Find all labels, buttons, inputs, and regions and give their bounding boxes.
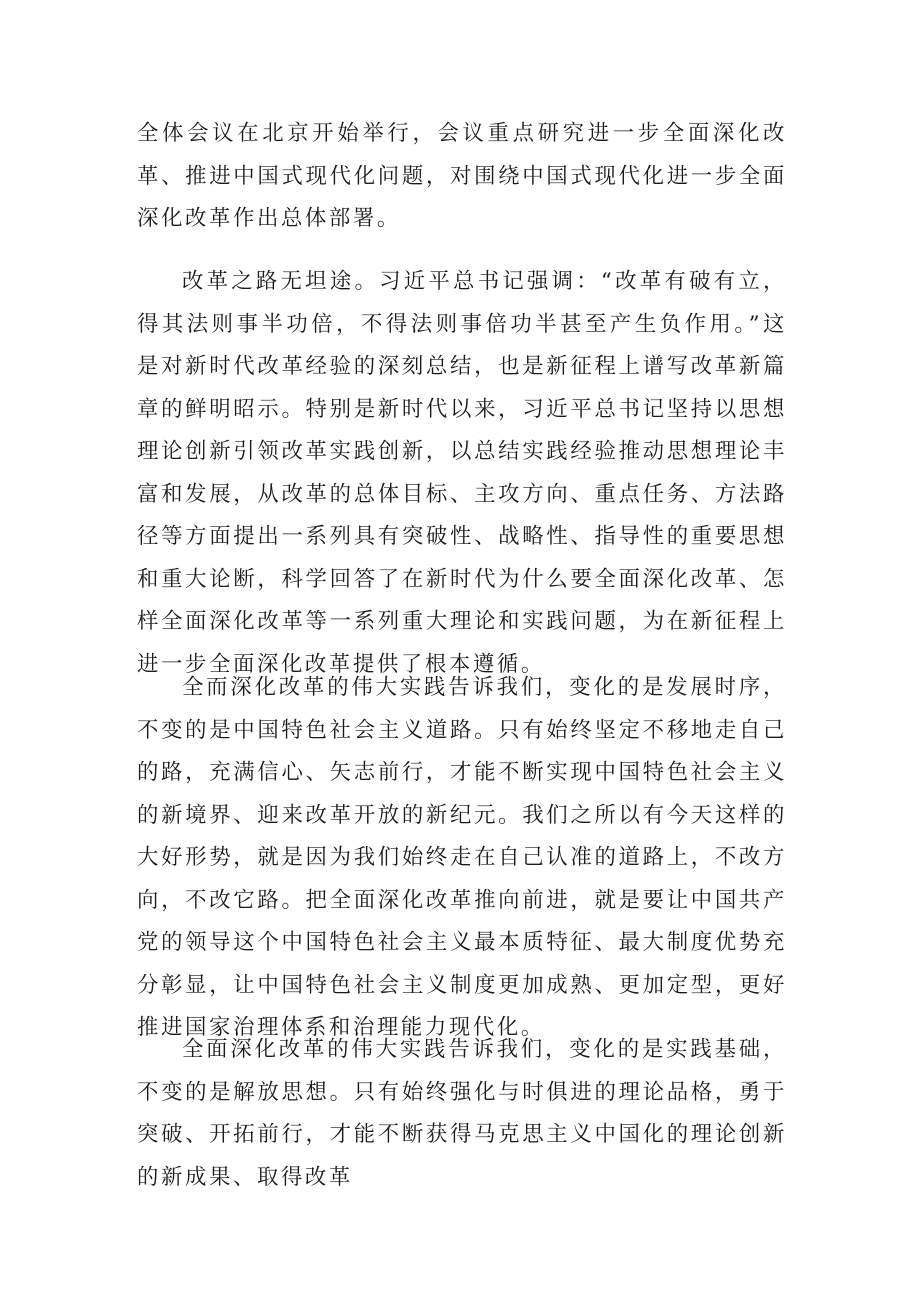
paragraph-development-path: 全而深化改革的伟大实践告诉我们，变化的是发展时序，不变的是中国特色社会主义道路。只有始终坚定不移地走自己的路，充满信心、矢志前行，才能不断实现中国特色社会主义的新境界、迎来改革开放的新纪元。我们之所以有今天这样的大好形势，就是因为我们始终走在自己认准的道路上，不改方向，不改它路。把全面深化改革推向前进，就是要让中国共产党的领导这个中国特色社会主义最本质特征、最大制度优势充分彰显，让中国特色社会主义制度更加成熟、更加定型，更好推进国家治理体系和治理能力现代化。 (137, 675, 787, 1040)
paragraph-emancipate-mind: 全面深化改革的伟大实践告诉我们，变化的是实践基础，不变的是解放思想。只有始终强化与时俱进的理论品格，勇于突破、开拓前行，才能不断获得马克思主义中国化的理论创新的新成果、取得改革 (137, 1037, 787, 1190)
paragraph-reform-road: 改革之路无坦途。习近平总书记强调：“改革有破有立，得其法则事半功倍，不得法则事倍功半甚至产生负作用。”这是对新时代改革经验的深刻总结，也是新征程上谱写改革新篇章的鲜明昭示。特别是新时代以来，习近平总书记坚持以思想理论创新引领改革实践创新，以总结实践经验推动思想理论丰富和发展，从改革的总体目标、主攻方向、重点任务、方法路径等方面提出一系列具有突破性、战略性、指导性的重要思想和重大论断，科学回答了在新时代为什么要全面深化改革、怎样全面深化改革等一系列重大理论和实践问题，为在新征程上进一步全面深化改革提供了根本遵循。 (137, 269, 787, 677)
paragraph-continuation: 全体会议在北京开始举行，会议重点研究进一步全面深化改革、推进中国式现代化问题，对围绕中国式现代化进一步全面深化改革作出总体部署。 (137, 121, 787, 231)
